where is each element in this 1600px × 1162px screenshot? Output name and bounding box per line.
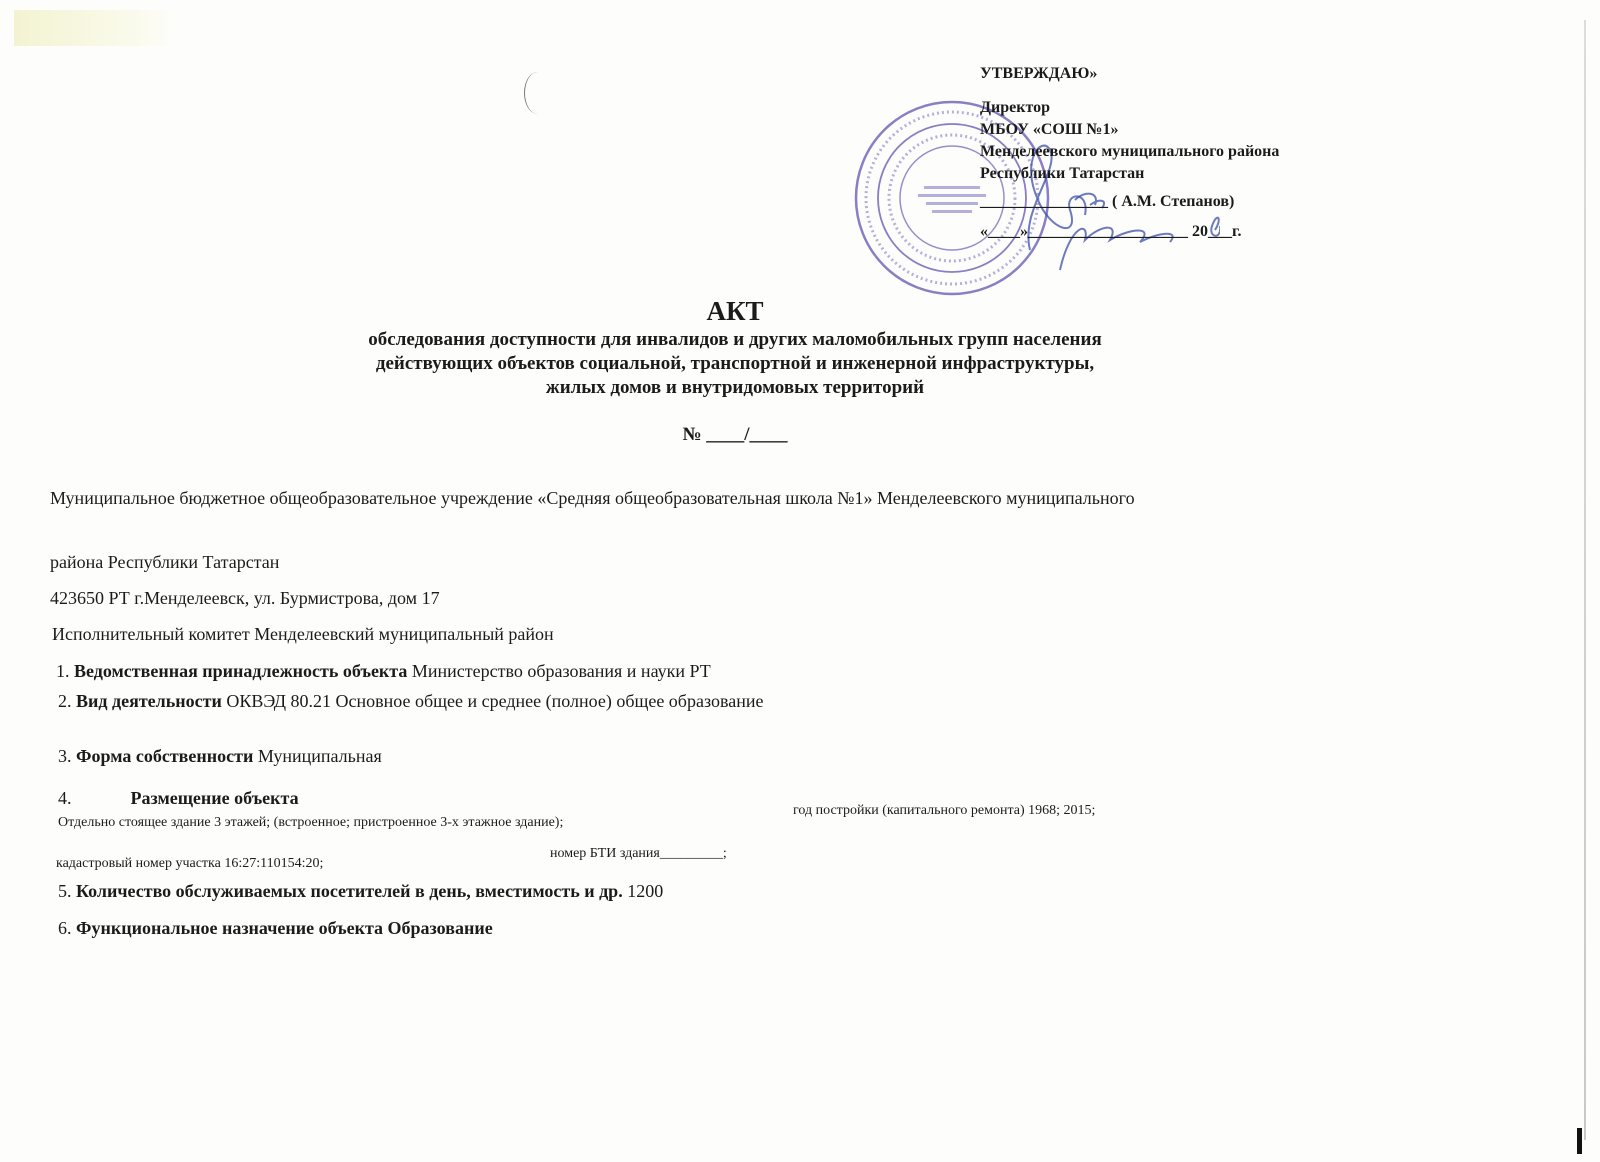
approval-district: Менделеевского муниципального района	[980, 143, 1280, 160]
subtitle-line-2: действующих объектов социальной, транспортной и инженерной инфраструктуры,	[375, 353, 1095, 374]
org-line-2: района Республики Татарстан	[50, 552, 280, 572]
scan-corner-mark	[14, 10, 174, 46]
item-1: 1. Ведомственная принадлежность объекта Министерство образования и науки РТ	[56, 661, 711, 681]
placement-line-1b: год постройки (капитального ремонта) 1968; 2015;	[793, 803, 1096, 818]
subtitle-line-1: обследования доступности для инвалидов и других маломобильных групп населения	[368, 329, 1102, 350]
org-line-1: Муниципальное бюджетное общеобразовательное учреждение «Средняя общеобразовательная школа №1» Менделеевского муниципального	[50, 488, 1135, 508]
approval-date-line: «____»____________________ 20___г.	[980, 223, 1242, 240]
act-number: № ____/____	[682, 424, 788, 445]
committee-line: Исполнительный комитет Менделеевский муниципальный район	[52, 624, 554, 644]
item-5: 5. Количество обслуживаемых посетителей в день, вместимость и др. 1200	[58, 881, 664, 901]
page-subtitle	[0, 328, 1470, 400]
placement-line-2a: кадастровый номер участка 16:27:110154:20;	[56, 856, 324, 871]
approval-heading: УТВЕРЖДАЮ»	[980, 65, 1098, 82]
approval-position: Директор	[980, 99, 1050, 116]
approval-org: МБОУ «СОШ №1»	[980, 121, 1119, 138]
item-2: 2. Вид деятельности ОКВЭД 80.21 Основное общее и среднее (полное) общее образование	[58, 691, 764, 711]
page-title: АКТ	[706, 296, 764, 326]
placement-line-1a: Отдельно стоящее здание 3 этажей; (встроенное; пристроенное 3-х этажное здание);	[58, 815, 564, 830]
approval-block	[980, 63, 1279, 243]
placement-line-2b: номер БТИ здания_________;	[550, 846, 727, 861]
approval-signature-line: ________________ ( А.М. Степанов)	[980, 193, 1235, 210]
scan-edge-mark	[1577, 1128, 1582, 1154]
scan-edge-line	[1584, 20, 1586, 1140]
approval-republic: Республики Татарстан	[980, 165, 1145, 182]
item-4: 4. Размещение объекта	[58, 788, 299, 808]
scan-bracket-mark	[524, 72, 551, 114]
item-3: 3. Форма собственности Муниципальная	[58, 746, 382, 766]
subtitle-line-3: жилых домов и внутридомовых территорий	[545, 377, 925, 398]
item-6: 6. Функциональное назначение объекта Образование	[58, 918, 493, 938]
address-line: 423650 РТ г.Менделеевск, ул. Бурмистрова, дом 17	[50, 588, 440, 608]
